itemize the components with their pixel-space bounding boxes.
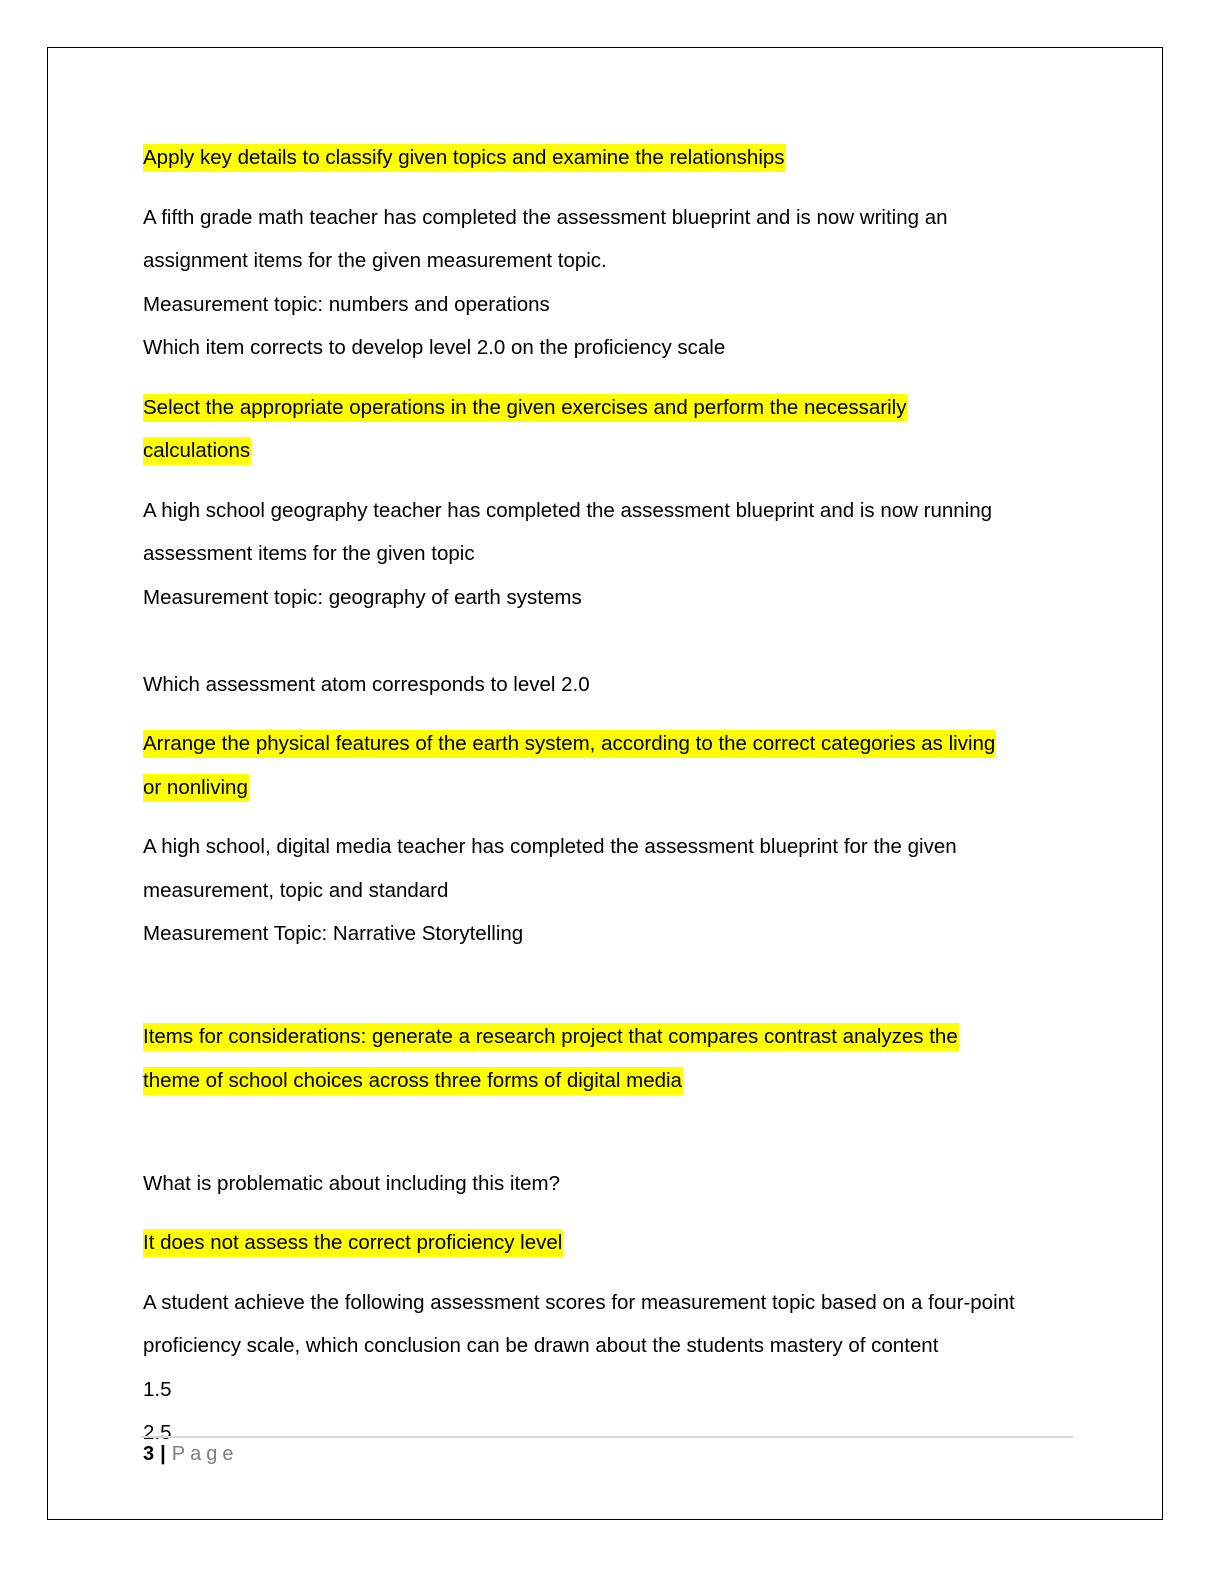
highlighted-line [143, 1063, 1083, 1107]
highlighted-text: theme of school choices across three forms of digital media [143, 1067, 683, 1095]
paragraph-spacing [143, 374, 1083, 390]
body-text: 1.5 [143, 1377, 172, 1401]
text-line [143, 200, 1083, 244]
paragraph-spacing [143, 477, 1083, 493]
highlighted-paragraph [143, 390, 1083, 477]
footer-divider [141, 1436, 1073, 1438]
text-line [143, 873, 1083, 917]
highlighted-line [143, 726, 1083, 770]
body-text: Measurement Topic: Narrative Storytelling [143, 922, 524, 945]
footer-separator: | [160, 1443, 166, 1465]
document-body [143, 140, 1083, 1459]
body-text: Measurement topic: numbers and operations [143, 292, 550, 316]
text-line [143, 580, 1083, 624]
paragraph-spacing [143, 1209, 1083, 1225]
body-text: A student achieve the following assessment scores for measurement topic based on a four-point [143, 1290, 1015, 1314]
highlighted-text: Apply key details to classify given topics and examine the relationships [143, 144, 786, 172]
text-line [143, 287, 1083, 331]
highlighted-line [143, 770, 1083, 814]
highlighted-line [143, 140, 1083, 184]
text-line [143, 623, 1083, 667]
paragraph [143, 493, 1083, 711]
paragraph-spacing [143, 1003, 1083, 1019]
text-line [143, 493, 1083, 537]
page-label: Page [171, 1443, 239, 1465]
text-line [143, 243, 1083, 287]
paragraph-spacing [143, 1269, 1083, 1285]
text-line [143, 1328, 1083, 1372]
highlighted-line [143, 1225, 1083, 1269]
text-line [143, 330, 1083, 374]
highlighted-line [143, 390, 1083, 434]
body-text: proficiency scale, which conclusion can be drawn about the students mastery of content [143, 1334, 939, 1357]
text-line [143, 916, 1083, 960]
paragraph-spacing [143, 184, 1083, 200]
paragraph [143, 829, 1083, 1003]
highlighted-paragraph [143, 140, 1083, 184]
highlighted-line [143, 433, 1083, 477]
highlighted-text: Items for considerations: generate a research project that compares contrast analyzes the [143, 1023, 959, 1051]
paragraph [143, 200, 1083, 374]
page-footer [143, 1440, 238, 1468]
highlighted-text: or nonliving [143, 774, 249, 802]
paragraph [143, 1285, 1083, 1459]
highlighted-text: It does not assess the correct proficiency level [143, 1229, 563, 1257]
text-line [143, 960, 1083, 1004]
body-text: What is problematic about including this item? [143, 1171, 561, 1195]
highlighted-paragraph [143, 726, 1083, 813]
body-text: Measurement topic: geography of earth systems [143, 585, 582, 609]
text-line [143, 1372, 1083, 1416]
paragraph-spacing [143, 1106, 1083, 1122]
body-text: A fifth grade math teacher has completed the assessment blueprint and is now writing an [143, 205, 948, 229]
body-text: Which item corrects to develop level 2.0 on the proficiency scale [143, 336, 726, 359]
paragraph-spacing [143, 813, 1083, 829]
body-text: measurement, topic and standard [143, 878, 449, 902]
text-line [143, 1122, 1083, 1166]
paragraph [143, 1122, 1083, 1209]
body-text: assignment items for the given measurement topic. [143, 249, 607, 272]
text-line [143, 1285, 1083, 1329]
text-line [143, 829, 1083, 873]
body-text: assessment items for the given topic [143, 542, 475, 565]
body-text: Which assessment atom corresponds to level 2.0 [143, 672, 590, 696]
highlighted-text: calculations [143, 437, 251, 465]
body-text: A high school geography teacher has completed the assessment blueprint and is now running [143, 498, 993, 522]
highlighted-paragraph [143, 1225, 1083, 1269]
page-number: 3 [143, 1443, 155, 1465]
text-line [143, 536, 1083, 580]
text-line [143, 1166, 1083, 1210]
highlighted-text: Arrange the physical features of the earth system, according to the correct categories as living [143, 730, 996, 758]
highlighted-line [143, 1019, 1083, 1063]
body-text: A high school, digital media teacher has completed the assessment blueprint for the given [143, 835, 957, 858]
highlighted-text: Select the appropriate operations in the given exercises and perform the necessarily [143, 394, 908, 422]
paragraph-spacing [143, 710, 1083, 726]
highlighted-paragraph [143, 1019, 1083, 1106]
body-text: 2.5 [143, 1421, 172, 1444]
text-line [143, 667, 1083, 711]
